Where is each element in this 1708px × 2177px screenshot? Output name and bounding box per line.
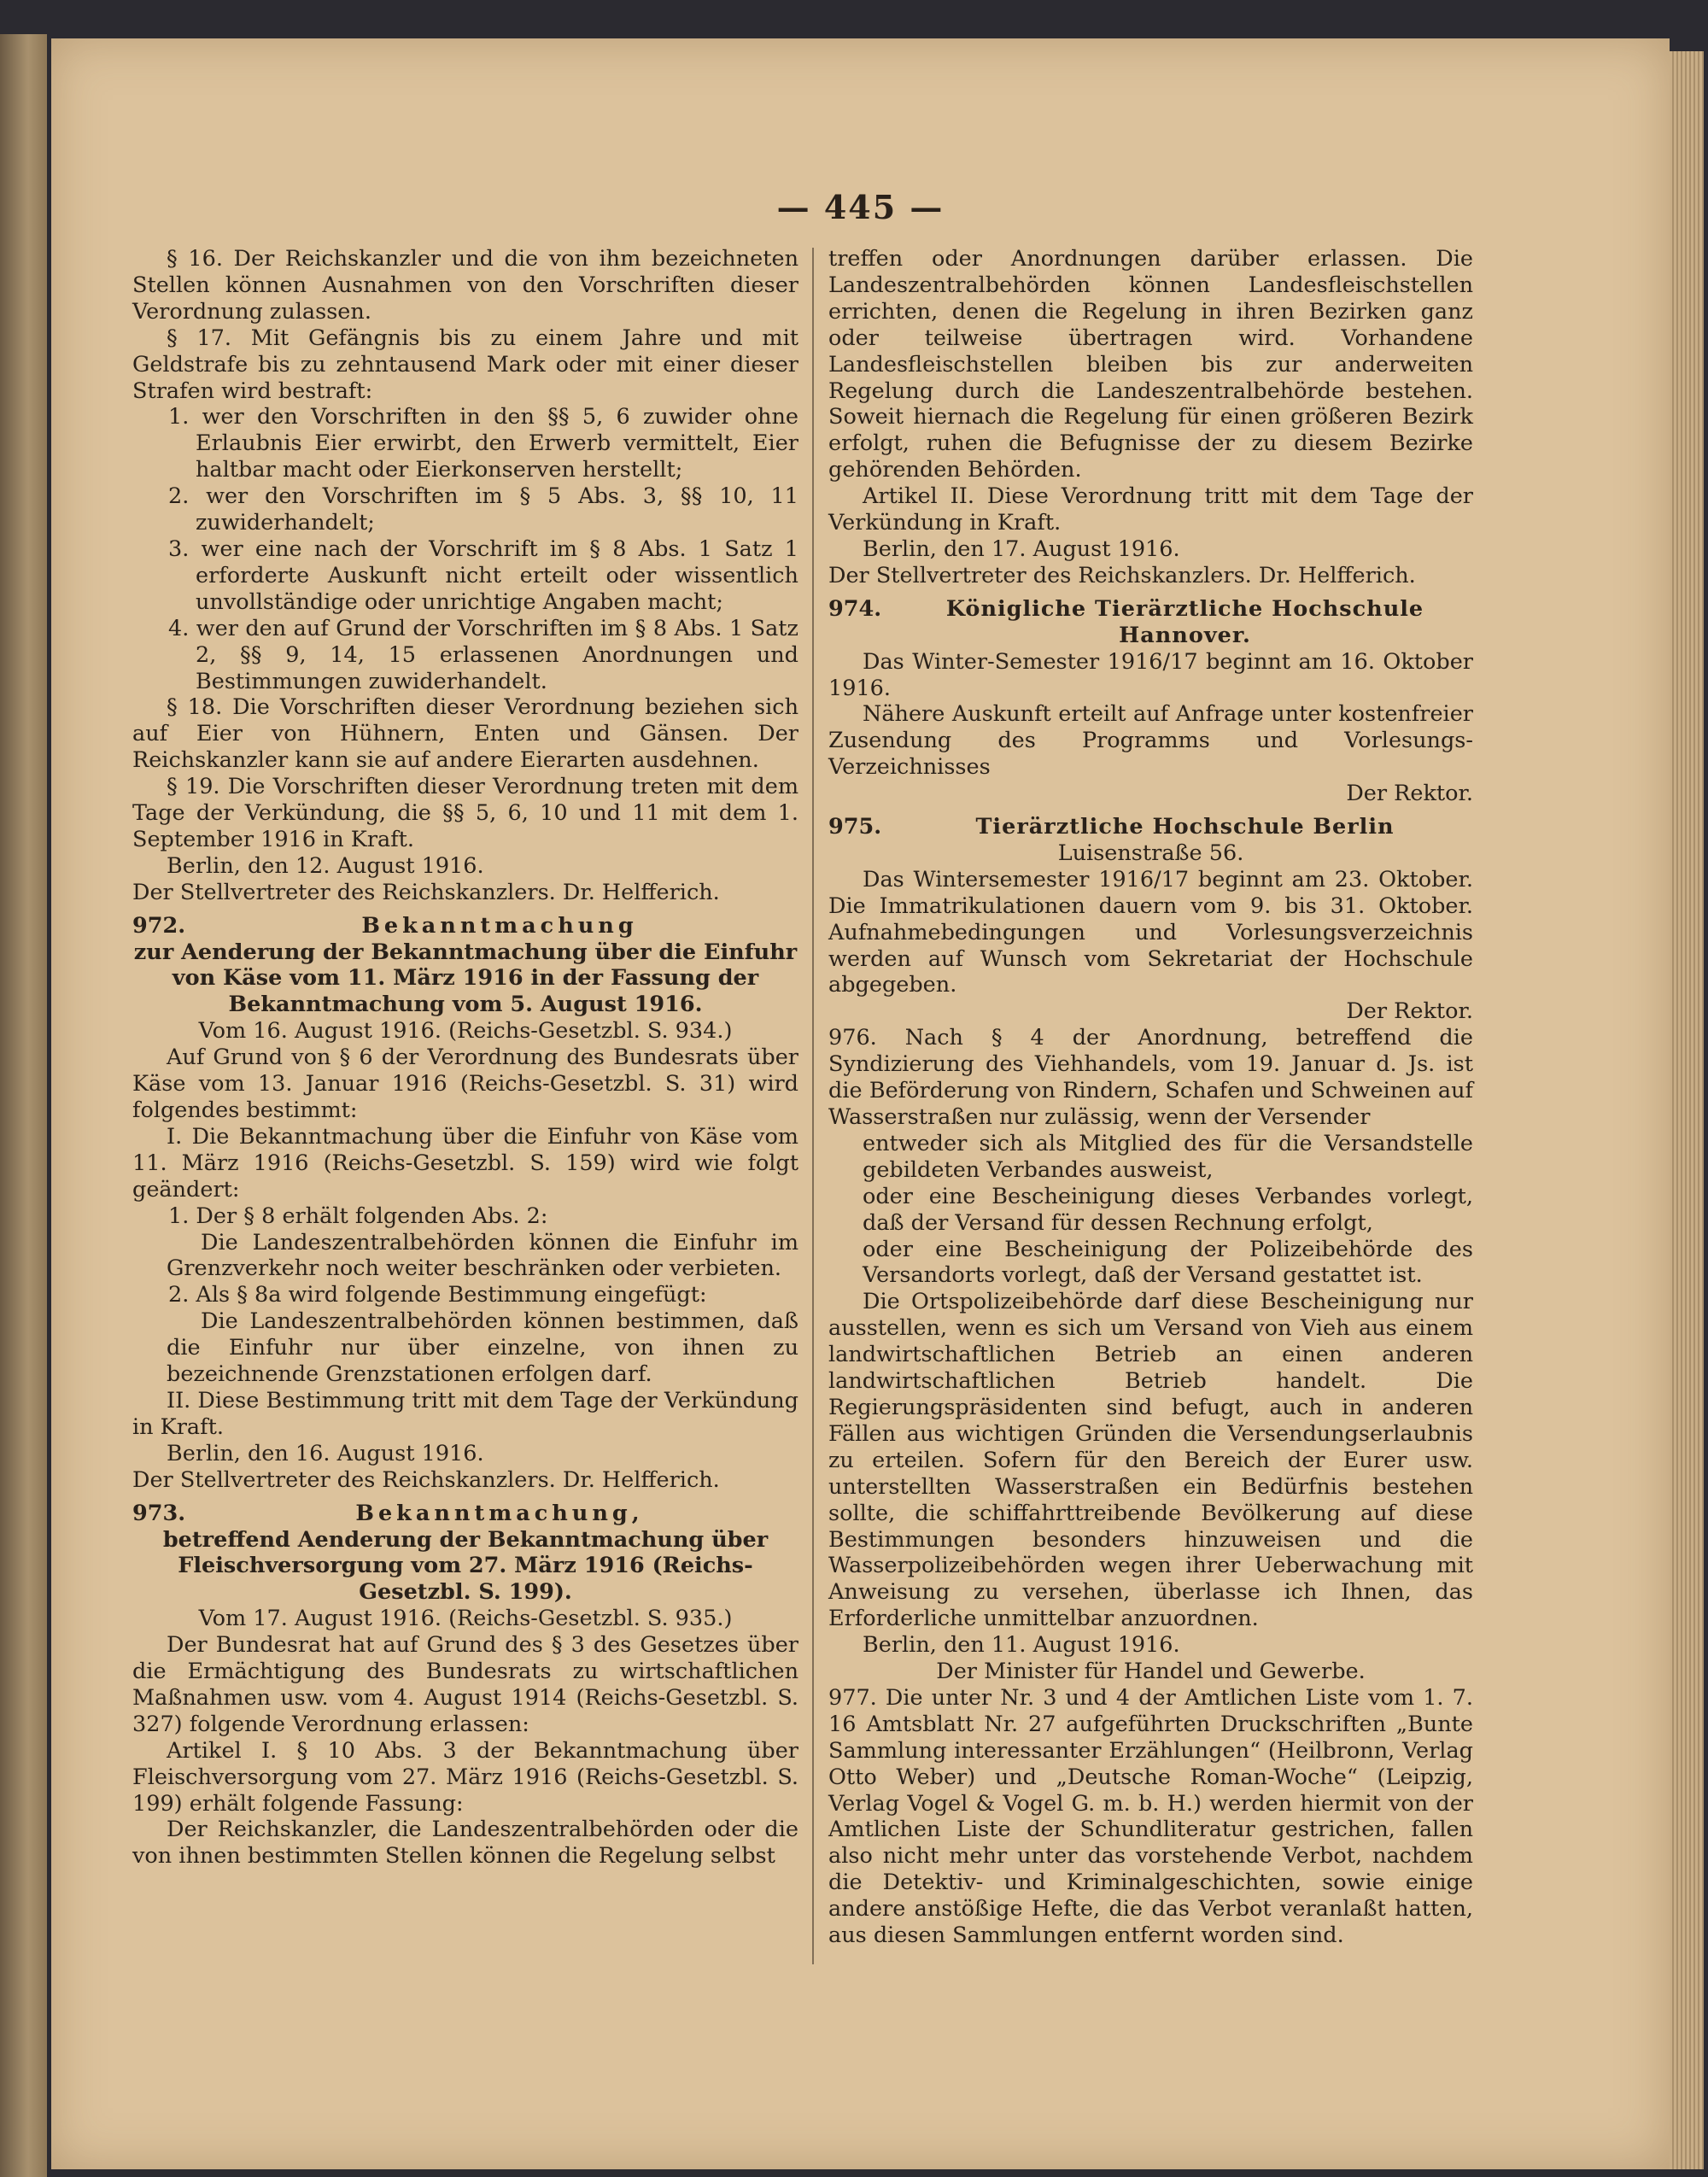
paragraph: Luisenstraße 56. xyxy=(1057,840,1244,866)
paragraph: betreffend Aenderung der Bekanntmachung über Fleischversorgung vom 27. März 1916 (Reichs-Gesetzbl. S. 199). xyxy=(162,1526,769,1606)
section-title: Bekanntmachung, xyxy=(355,1500,644,1526)
paragraph: Der Stellvertreter des Reichskanzlers. Dr. Helfferich. xyxy=(132,1466,720,1493)
paragraph: Der Rektor. xyxy=(1346,998,1473,1025)
paragraph: Der Reichskanzler, die Landeszentralbehörden oder die von ihnen bestimmten Stellen können die Regelung selbst xyxy=(132,1817,798,1870)
paragraph: Berlin, den 12. August 1916. xyxy=(167,852,484,879)
paragraph: Nähere Auskunft erteilt auf Anfrage unter kostenfreier Zusendung des Programms und Vorlesungs-Verzeichnisses xyxy=(828,701,1473,781)
paragraph: 977. Die unter Nr. 3 und 4 der Amtlichen Liste vom 1. 7. 16 Amtsblatt Nr. 27 aufgeführten Druckschriften „Bunte Sammlung interessanter Erzählungen“ (Heilbronn, Verlag Otto Weber) und „Deutsche Roman-Woche“ (Leipzig, Verlag Vogel & Vogel G. m. b. H.) werden hiermit von der Amtlichen Liste der Schundliteratur gestrichen, fallen also nicht mehr unter das vorstehende Verbot, nachdem die Detektiv- und Kriminalgeschichten, sowie einige andere anstößige Hefte, die das Verbot veranlaßt hatten, aus diesen Sammlungen entfernt worden sind. xyxy=(828,1684,1473,1949)
paragraph: Der Rektor. xyxy=(1346,781,1473,807)
paragraph: 2. wer den Vorschriften im § 5 Abs. 3, §§ 10, 11 zuwiderhandelt; xyxy=(168,483,798,536)
section-title: Bekanntmachung xyxy=(361,912,638,939)
paragraph: entweder sich als Mitglied des für die Versandstelle gebildeten Verbandes ausweist, xyxy=(863,1130,1473,1183)
paragraph: Der Bundesrat hat auf Grund des § 3 des Gesetzes über die Ermächtigung des Bundesrats zu wirtschaftlichen Maßnahmen usw. vom 4. August 1914 (Reichs-Gesetzbl. S. 327) folgende Verordnung erlassen: xyxy=(132,1632,798,1737)
paragraph: 3. wer eine nach der Vorschrift im § 8 Abs. 1 Satz 1 erforderte Auskunft nicht erteilt oder wissentlich unvollständige oder unrichtige Angaben macht; xyxy=(168,535,798,615)
paragraph: Berlin, den 11. August 1916. xyxy=(863,1632,1180,1659)
left-column xyxy=(132,246,798,1870)
paragraph: Artikel I. § 10 Abs. 3 der Bekanntmachung über Fleischversorgung vom 27. März 1916 (Reichs-Gesetzbl. S. 199) erhält folgende Fassung: xyxy=(132,1737,798,1817)
paragraph: Der Stellvertreter des Reichskanzlers. Dr. Helfferich. xyxy=(132,879,720,905)
paragraph: Die Landeszentralbehörden können die Einfuhr im Grenzverkehr noch weiter beschränken oder verbieten. xyxy=(167,1229,798,1282)
paragraph: Vom 17. August 1916. (Reichs-Gesetzbl. S. 935.) xyxy=(198,1606,733,1632)
paragraph: Auf Grund von § 6 der Verordnung des Bundesrats über Käse vom 13. Januar 1916 (Reichs-Gesetzbl. S. 31) wird folgendes bestimmt: xyxy=(132,1045,798,1123)
paragraph: § 18. Die Vorschriften dieser Verordnung beziehen sich auf Eier von Hühnern, Enten und Gänsen. Der Reichskanzler kann sie auf andere Eierarten ausdehnen. xyxy=(132,694,798,774)
paragraph: Artikel II. Diese Verordnung tritt mit dem Tage der Verkündung in Kraft. xyxy=(828,483,1473,536)
paragraph: 976. Nach § 4 der Anordnung, betreffend die Syndizierung des Viehhandels, vom 19. Januar d. Js. ist die Beförderung von Rindern, Schafen und Schweinen auf Wasserstraßen nur zulässig, wenn der Versender xyxy=(828,1025,1473,1130)
paragraph: Der Minister für Handel und Gewerbe. xyxy=(936,1659,1366,1685)
section-heading xyxy=(828,814,1473,840)
page-number: — 445 — xyxy=(776,188,945,226)
paragraph: 1. wer den Vorschriften in den §§ 5, 6 zuwider ohne Erlaubnis Eier erwirbt, den Erwerb vermittelt, Eier haltbar macht oder Eierkonserven herstellt; xyxy=(168,404,798,483)
section-title: Königliche Tierärztliche Hochschule Hannover. xyxy=(945,595,1424,648)
paragraph: treffen oder Anordnungen darüber erlassen. Die Landeszentralbehörden können Landesfleischstellen errichten, denen die Regelung in ihren Bezirken ganz oder teilweise übertragen wird. Vorhandene Landesfleischstellen bleiben bis zur anderweiten Regelung durch die Landeszentralbehörde bestehen. Soweit hiernach die Regelung für einen größeren Bezirk erfolgt, ruhen die Befugnisse der zu diesem Bezirke gehörenden Behörden. xyxy=(828,246,1473,483)
section-number: 974. xyxy=(828,595,882,622)
paragraph: oder eine Bescheinigung dieses Verbandes vorlegt, daß der Versand für dessen Rechnung erfolgt, xyxy=(863,1183,1473,1236)
paragraph: I. Die Bekanntmachung über die Einfuhr von Käse vom 11. März 1916 (Reichs-Gesetzbl. S. 159) wird wie folgt geändert: xyxy=(132,1123,798,1203)
paragraph: zur Aenderung der Bekanntmachung über die Einfuhr von Käse vom 11. März 1916 in der Fassung der Bekanntmachung vom 5. August 1916. xyxy=(133,939,798,1018)
paragraph: Vom 16. August 1916. (Reichs-Gesetzbl. S. 934.) xyxy=(198,1018,733,1045)
section-heading xyxy=(132,913,798,939)
paragraph: 2. Als § 8a wird folgende Bestimmung eingefügt: xyxy=(168,1282,707,1308)
right-column xyxy=(828,246,1473,1949)
paragraph: § 16. Der Reichskanzler und die von ihm bezeichneten Stellen können Ausnahmen von den Vorschriften dieser Verordnung zulassen. xyxy=(132,246,798,325)
section-heading xyxy=(132,1501,798,1527)
paragraph: II. Diese Bestimmung tritt mit dem Tage der Verkündung in Kraft. xyxy=(132,1387,798,1440)
section-heading xyxy=(828,596,1473,649)
section-title: Tierärztliche Hochschule Berlin xyxy=(975,814,1395,840)
section-number: 972. xyxy=(132,912,186,939)
paragraph: § 17. Mit Gefängnis bis zu einem Jahre und mit Geldstrafe bis zu zehntausend Mark oder mit einer dieser Strafen wird bestraft: xyxy=(132,325,798,404)
left-page-edge xyxy=(0,34,47,2177)
column-divider xyxy=(812,248,814,1964)
paragraph: Das Wintersemester 1916/17 beginnt am 23. Oktober. Die Immatrikulationen dauern vom 9. bis 31. Oktober. Aufnahmebedingungen und Vorlesungsverzeichnis werden auf Wunsch vom Sekretariat der Hochschule abgegeben. xyxy=(828,866,1473,998)
paragraph: Berlin, den 16. August 1916. xyxy=(167,1440,484,1466)
paragraph: 4. wer den auf Grund der Vorschriften im § 8 Abs. 1 Satz 2, §§ 9, 14, 15 erlassenen Anordnungen und Bestimmungen zuwiderhandelt. xyxy=(168,615,798,694)
paragraph: Die Ortspolizeibehörde darf diese Bescheinigung nur ausstellen, wenn es sich um Versand von Vieh aus einem landwirtschaftlichen Betrieb an einen anderen landwirtschaftlichen Betrieb handelt. Die Regierungspräsidenten sind befugt, auch in anderen Fällen aus wichtigen Gründen die Versendungserlaubnis zu erteilen. Sofern für den Bereich der Eurer usw. unterstellten Wasserstraßen ein Bedürfnis bestehen sollte, die schiffahrttreibende Bevölkerung auf diese Bestimmungen besonders hinzuweisen und die Wasserpolizeibehörden wegen ihrer Ueberwachung mit Anweisung zu versehen, überlasse ich Ihnen, das Erforderliche unmittelbar anzuordnen. xyxy=(828,1289,1473,1632)
paragraph: § 19. Die Vorschriften dieser Verordnung treten mit dem Tage der Verkündung, die §§ 5, 6, 10 und 11 mit dem 1. September 1916 in Kraft. xyxy=(132,774,798,852)
paragraph: oder eine Bescheinigung der Polizeibehörde des Versandorts vorlegt, daß der Versand gestattet ist. xyxy=(863,1236,1473,1289)
paragraph: Die Landeszentralbehörden können bestimmen, daß die Einfuhr nur über einzelne, von ihnen zu bezeichnende Grenzstationen erfolgen darf. xyxy=(167,1308,798,1388)
section-number: 975. xyxy=(828,814,882,840)
paragraph: Der Stellvertreter des Reichskanzlers. Dr. Helfferich. xyxy=(828,562,1416,588)
paragraph: Das Winter-Semester 1916/17 beginnt am 16. Oktober 1916. xyxy=(828,648,1473,701)
paragraph: 1. Der § 8 erhält folgenden Abs. 2: xyxy=(168,1203,548,1229)
paragraph: Berlin, den 17. August 1916. xyxy=(863,535,1180,562)
section-number: 973. xyxy=(132,1500,186,1526)
